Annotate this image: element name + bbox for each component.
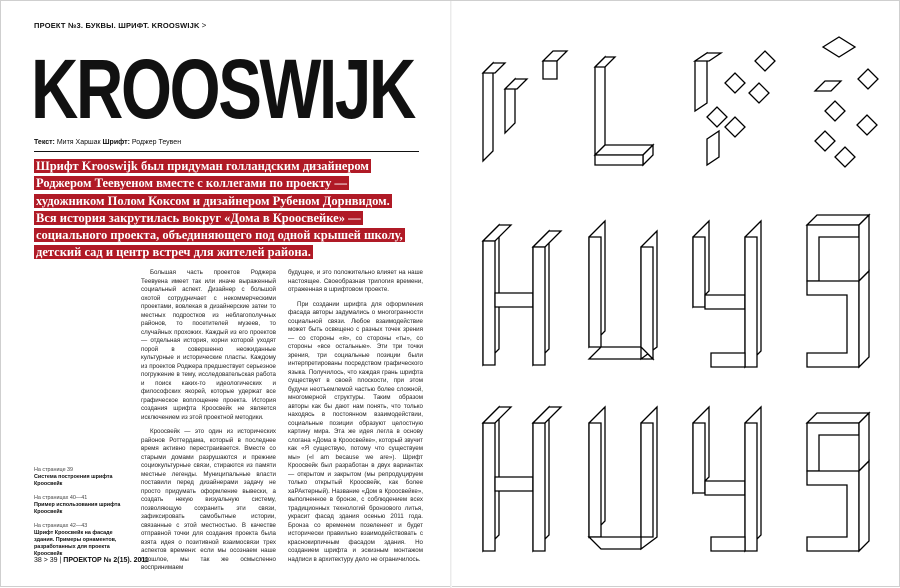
section-kicker xyxy=(34,21,207,30)
sidebar-ref-page: На странице 39 xyxy=(34,467,74,473)
sidebar-page-refs xyxy=(34,467,129,565)
body-column-1 xyxy=(141,269,276,579)
lead-line: Шрифт Krooswijk был придуман голландским дизайнером xyxy=(36,159,369,173)
lead-line: социального проекта, объединяющего под одной крышей школу, xyxy=(36,228,403,243)
krooswijk-type-artwork xyxy=(463,31,888,561)
title-rule xyxy=(34,151,419,152)
page-footer xyxy=(34,557,149,564)
lead-line: художником Полом Коксом и дизайнером Рубеном Дорнвидом. xyxy=(36,193,390,208)
page-spine xyxy=(450,1,452,588)
kicker-text: ПРОЕКТ №3. БУКВЫ. ШРИФТ. KROOSWIJK xyxy=(34,21,200,30)
body-paragraph: будущее, и это положительно влияет на наше настоящее. Своеобразная трилогия времени, отраженная в шрифтовом проекте. xyxy=(288,269,423,293)
credit-text-label: Текст: xyxy=(34,139,55,146)
credit-font-author: Роджер Теувен xyxy=(131,139,182,146)
sidebar-ref xyxy=(34,495,129,516)
sidebar-ref xyxy=(34,467,129,488)
sidebar-ref-desc: Система построения шрифта Кроосвейк xyxy=(34,474,113,487)
type-row-huys-2 xyxy=(483,407,869,551)
type-row-fragments xyxy=(483,37,878,167)
footer-magazine: ПРОЕКТОР № 2(15). 2011 xyxy=(63,557,149,564)
sidebar-ref xyxy=(34,523,129,558)
body-column-2 xyxy=(288,269,423,570)
body-paragraph: При создании шрифта для оформления фасада авторы задумались о многогранности социальной связи. Любое взаимодействие может быть освещено с разных точек зрения — со стороны «я», со стороны «ты», со стороны «все остальные». Эти три точки зрения, три социальные позиции были интерпретированы посредством графического языка. Получилось, что каждая грань шрифта существует в своей плоскости, при этом будучи неотъемлемой частью более сложной, многомерной структуры. Таким образом авторы как бы дают нам понять, что только находясь в постоянном взаимодействии, социальные позиции образуют целостную картину мира. Эта же идея легла в основу слогана «Дома в Кроосвейке», который звучит как «Я существую, потому что существуем мы» («I am because we are»). Шрифт Кроосвейк был разработан в двух вариантах — открытом и закрытом (мы репродуцируем только открытый Кроосвейк, как более хаРАктерный). Название «Дом в Кроосвейке», выполненное в бронзе, с соблюдением всех традиционных технологий бронзового литья, украсит фасад здания осенью 2011 года. Бронза со временем позеленеет и будет исторически правильно взаимодействовать с краснокирпичным фасадом здания. Но созданием шрифта и эскизным монтажом надписи в архитектуру дело не ограничилось. xyxy=(288,300,423,563)
lead-line: Вся история закрутилась вокруг «Дома в Кроосвейке» — xyxy=(36,210,361,225)
sidebar-ref-desc: Шрифт Кроосвейк на фасаде здания. Примеры орнаментов, разработанных для проекта Кроосвейк xyxy=(34,530,117,557)
credit-font-label: Шрифт: xyxy=(102,139,130,146)
credit-text-author: Митя Харшак xyxy=(56,139,101,146)
body-paragraph: Кроосвейк — это один из исторических районов Роттердама, который в последнее время активно перестраивается. Вместе со старыми домами разрушаются и прежние социокультурные связи, стираются из памяти местные легенды. Муниципальные власти поставили перед дизайнерами задачу не просто придумать оформление вывески, а создать некую визуальную систему, позволяющую сохранить эти связи, зафиксировать самобытные истории, связанные с этой местностью. В качестве отправной точки для создания проекта была взята идея о позитивной взаимосвязи трех аспектов времени: если мы осознаем наше прошлое, мы так же осмысленно воспринимаем xyxy=(141,428,276,571)
lead-paragraph xyxy=(34,158,429,262)
sidebar-ref-desc: Пример использования шрифта Кроосвейк xyxy=(34,502,121,515)
kicker-arrow-icon: > xyxy=(201,21,207,30)
article-credits xyxy=(34,139,181,146)
footer-separator: | xyxy=(59,557,62,564)
article-title: KROOSWIJK xyxy=(31,42,415,136)
sidebar-ref-page: На страницах 42—43 xyxy=(34,523,88,529)
type-row-huys-1 xyxy=(483,215,869,367)
footer-page-numbers: 38 > 39 xyxy=(34,557,58,564)
lead-line: детский сад и центр встреч для жителей района. xyxy=(36,245,311,260)
body-paragraph: Большая часть проектов Роджера Теевуена имеет так или иначе выраженный социальный аспект. Дизайнер с большой охотой сотрудничает с некоммерческими проектами, вовлекая в дизайнерские затеи то местных подростков из неблагополучных районов, то посетителей музеев, то случайных прохожих. Каждый из его проектов — отдельная история, корни которой уходят порой в совершенно неожиданные культурные и исторические пласты. Каждому из проектов Роджера предшествует серьезное погружение в тему, исследовательская работа и поиск каких-то идеологических и философских якорей, которые удержат все графическое воплощение проекта. История создания шрифта Кроосвейк не является исключением из этой проектной методики. xyxy=(141,269,276,421)
sidebar-ref-page: На страницах 40—41 xyxy=(34,495,88,501)
lead-line: Роджером Теевуеном вместе с коллегами по проекту — xyxy=(36,176,347,191)
